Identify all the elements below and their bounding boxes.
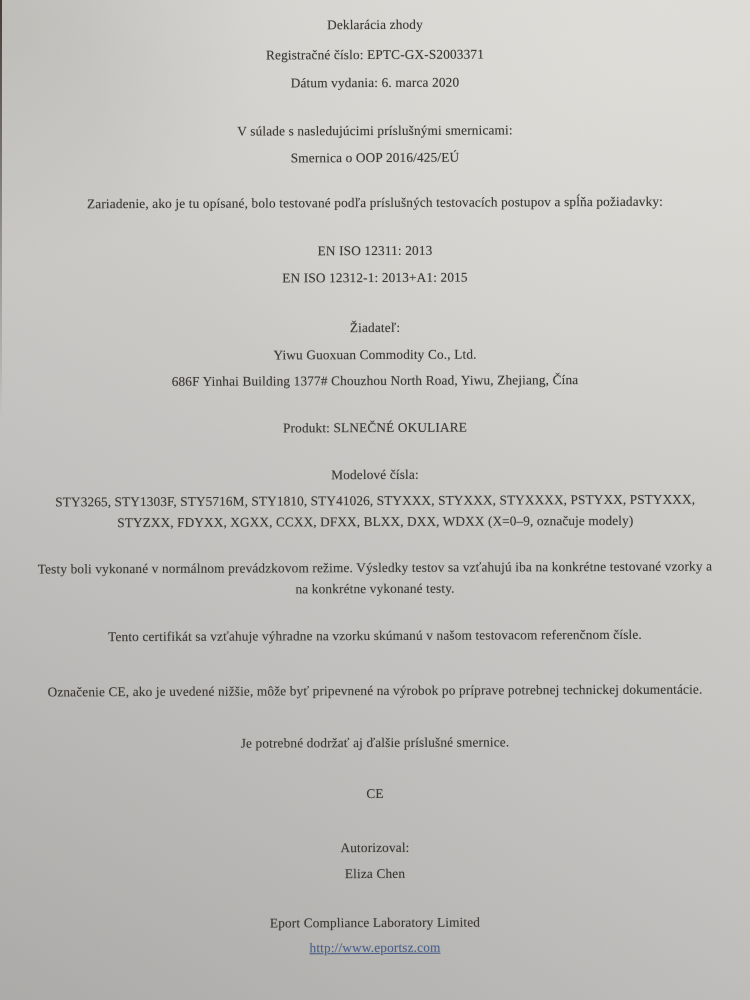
- ce-note: Označenie CE, ako je uvedené nižšie, môže byť pripevnené na výrobok po príprave potrebnej technickej dokumentácie.: [47, 681, 703, 700]
- test-note: Testy boli vykonané v normálnom prevádzkovom režime. Výsledky testov sa vzťahujú iba na konkrétne testované vzorky a na konkrétne vykonané testy.: [37, 558, 713, 596]
- models-list: STY3265, STY1303F, STY5716M, STY1810, STY41026, STYXXX, STYXXX, STYXXXX, PSTYXX, PSTYXXX, STYZXX, FDYXX, XGXX, CCXX, DFXX, BLXX, DXX, WDXX (X=0–9, označuje modely): [54, 491, 695, 530]
- lab-name: Eport Compliance Laboratory Limited: [269, 914, 481, 931]
- testing-statement: Zariadenie, ako je tu opísané, bolo testované podľa príslušných testovacích postupov a spĺňa požiadavky:: [86, 193, 664, 212]
- other-directives-note: Je potrebné dodržať aj ďalšie príslušné smernice.: [240, 734, 510, 751]
- product-line: Produkt: SLNEČNÉ OKULIARE: [282, 419, 468, 436]
- ce-mark: CE: [366, 785, 384, 802]
- standard-1: EN ISO 12311: 2013: [317, 242, 433, 259]
- applicant-label: Žiadateľ:: [349, 319, 401, 336]
- lab-website-link[interactable]: http://www.eportsz.com: [309, 939, 441, 956]
- applicant-address: 686F Yinhai Building 1377# Chouzhou North Road, Yiwu, Zhejiang, Čína: [171, 372, 579, 389]
- doc-title: Deklarácia zhody: [327, 16, 423, 33]
- standard-2: EN ISO 12312-1: 2013+A1: 2015: [282, 269, 468, 286]
- lab-url-line: [0, 936, 750, 960]
- directives-intro: V súlade s nasledujúcimi príslušnými smernicami:: [237, 122, 513, 139]
- issue-date: Dátum vydania: 6. marca 2020: [290, 74, 460, 91]
- registration-number: Registračné číslo: EPTC-GX-S2003371: [265, 46, 485, 63]
- certificate-note: Tento certifikát sa vzťahuje výhradne na vzorku skúmanú v našom testovacom referenčnom čísle.: [108, 626, 642, 645]
- authorized-name: Eliza Chen: [344, 865, 406, 882]
- authorized-label: Autorizoval:: [340, 839, 410, 856]
- directive-name: Smernica o OOP 2016/425/EÚ: [290, 149, 460, 166]
- applicant-name: Yiwu Guoxuan Commodity Co., Ltd.: [273, 346, 477, 363]
- models-label: Modelové čísla:: [331, 466, 419, 483]
